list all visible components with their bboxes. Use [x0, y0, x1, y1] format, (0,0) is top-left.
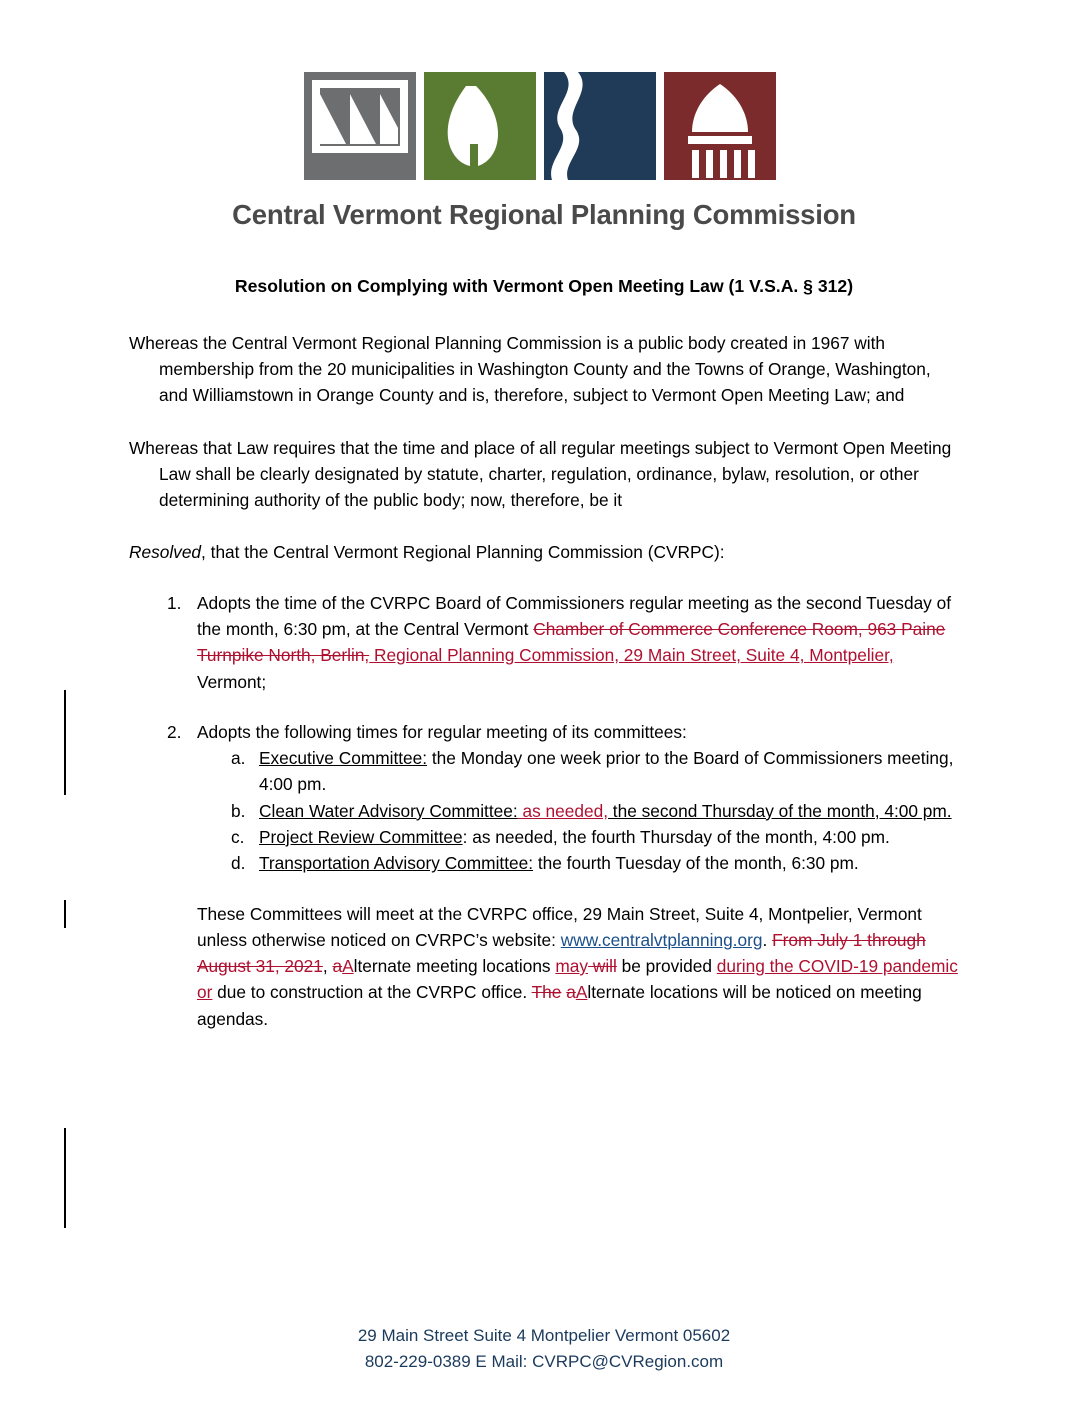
sub-item-a: [197, 745, 959, 798]
sub-item-d: [197, 850, 959, 876]
sub-item-b: [197, 798, 959, 824]
footer-contact: 802-229-0389 E Mail: CVRPC@CVRegion.com: [364, 1351, 724, 1371]
change-bar-item2b: [64, 900, 66, 928]
closing-deleted-a: a: [332, 956, 343, 977]
cvrpc-website-link[interactable]: www.centralvtplanning.org: [560, 929, 763, 950]
document-body: [129, 231, 959, 1032]
closing-inserted-covid: during the COVID-19 pandemic or: [197, 956, 958, 1003]
committee-detail-project-review: : as needed, the fourth Thursday of the month, 4:00 pm.: [462, 826, 890, 847]
logo-wordmark: Central Vermont Regional Planning Commission: [232, 199, 856, 230]
committee-name-project-review: Project Review Committee: [259, 826, 463, 847]
closing-comma: ,: [322, 956, 333, 977]
sub-marker-c: c.: [231, 826, 245, 847]
whereas-paragraph-1: Whereas the Central Vermont Regional Planning Commission is a public body created in 1967 with membership from the 20 municipalities in Washington County and the Towns of Orange, Washington, and Williamstown in Orange County and is, therefore, subject to Vermont Open Meeting Law; and: [129, 332, 931, 406]
committee-inserted-as-needed: as needed,: [517, 800, 608, 821]
sub-item-c: [197, 824, 959, 850]
change-bar-closing: [64, 1128, 66, 1228]
closing-text-period: .: [762, 929, 768, 950]
closing-deleted-The: The: [531, 982, 562, 1003]
closing-paragraph: [129, 901, 959, 1032]
whereas-paragraph-2: Whereas that Law requires that the time and place of all regular meetings subject to Vermont Open Meeting Law shall be clearly designated by statute, charter, regulation, ordinance, bylaw, resolution, or other determining authority of the public body; now, therefore, be it: [129, 437, 952, 511]
resolution-list: [129, 590, 959, 877]
change-bar-item1: [64, 690, 66, 795]
item1-deleted-text: Chamber of Commerce Conference Room, 963 Paine Turnpike North, Berlin,: [197, 618, 946, 666]
committee-name-clean-water: Clean Water Advisory Committee:: [259, 800, 518, 821]
list-marker-2: 2.: [167, 721, 182, 742]
item1-inserted-text: Regional Planning Commission, 29 Main Street, Suite 4, Montpelier,: [369, 645, 894, 666]
page-title: Resolution on Complying with Vermont Open Meeting Law (1 V.S.A. § 312): [234, 276, 854, 296]
item1-text-after: Vermont;: [197, 671, 267, 692]
committee-detail-executive: the Monday one week prior to the Board of Commissioners meeting, 4:00 pm.: [259, 748, 954, 795]
cvrpc-logo-icon: [294, 58, 794, 193]
closing-text-3: be provided: [616, 956, 717, 977]
closing-text-4: due to construction at the CVRPC office.: [212, 982, 532, 1003]
committee-detail-transportation: the fourth Tuesday of the month, 6:30 pm.: [533, 853, 859, 874]
footer-address: 29 Main Street Suite 4 Montpelier Vermont 05602: [357, 1326, 731, 1345]
resolved-paragraph: [129, 539, 959, 565]
closing-inserted-may: may: [555, 956, 589, 977]
committee-name-transportation: Transportation Advisory Committee:: [259, 853, 534, 874]
resolved-text: , that the Central Vermont Regional Planning Commission (CVRPC):: [201, 542, 725, 563]
list-item-2: [129, 719, 959, 877]
closing-text-5: lternate locations will be noticed on meeting agendas.: [197, 982, 922, 1029]
committee-name-executive: Executive Committee:: [259, 748, 428, 769]
page-footer: [0, 1323, 1088, 1374]
closing-deleted-will: will: [588, 956, 617, 977]
committee-sublist: [197, 745, 959, 876]
item1-text-before: Adopts the time of the CVRPC Board of Commissioners regular meeting as the second Tuesday of the month, 6:30 pm, at the Central Vermont: [197, 592, 952, 639]
closing-text-2: lternate meeting locations: [353, 956, 556, 977]
logo-block: [0, 0, 1088, 231]
list-item-1: [129, 590, 959, 695]
closing-deleted-dates: From July 1 through August 31, 2021: [197, 929, 926, 977]
closing-deleted-a2: a: [566, 982, 576, 1003]
sub-marker-a: a.: [231, 748, 246, 769]
sub-marker-b: b.: [231, 800, 246, 821]
resolved-keyword: Resolved: [129, 542, 202, 563]
list-marker-1: 1.: [167, 592, 182, 613]
closing-text-1: These Committees will meet at the CVRPC office, 29 Main Street, Suite 4, Montpelier, Vermont unless otherwise noticed on CVRPC’s website:: [197, 903, 922, 950]
item2-text: Adopts the following times for regular meeting of its committees:: [197, 721, 687, 742]
sub-marker-d: d.: [231, 853, 246, 874]
closing-inserted-A: A: [342, 956, 354, 977]
closing-inserted-A2: A: [575, 982, 588, 1003]
committee-detail-clean-water: the second Thursday of the month, 4:00 pm.: [608, 800, 952, 821]
